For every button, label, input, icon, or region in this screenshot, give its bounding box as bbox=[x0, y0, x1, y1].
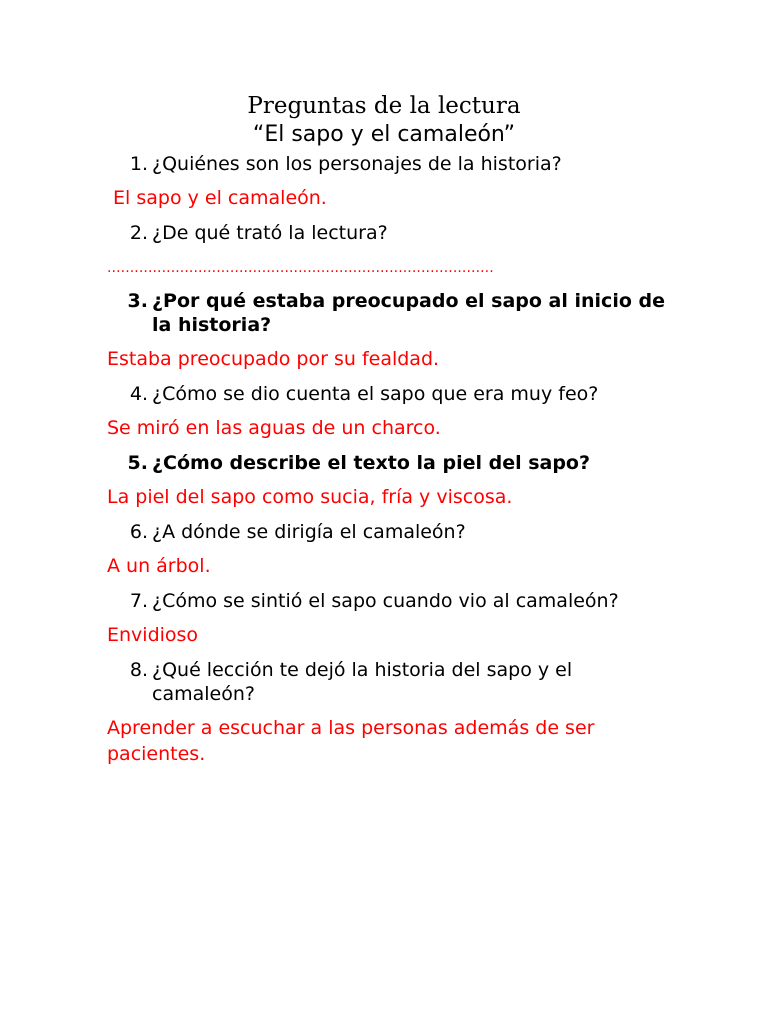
question-number: 6. bbox=[129, 521, 148, 543]
question-text: ¿Qué lección te dejó la historia del sapo y el camaleón? bbox=[152, 659, 573, 705]
page-title: Preguntas de la lectura bbox=[247, 93, 521, 119]
question-item bbox=[127, 289, 682, 337]
answer-text: La piel del sapo como sucia, fría y viscosa. bbox=[107, 486, 513, 508]
question-text: ¿Cómo se sintió el sapo cuando vio al camaleón? bbox=[152, 590, 619, 612]
answer-text: Se miró en las aguas de un charco. bbox=[107, 417, 441, 439]
answer-text: El sapo y el camaleón. bbox=[107, 187, 327, 209]
question-item bbox=[129, 382, 682, 406]
question-number: 1. bbox=[129, 153, 148, 175]
answer-text: Aprender a escuchar a las personas además de ser pacientes. bbox=[107, 717, 595, 765]
question-text: ¿De qué trató la lectura? bbox=[152, 222, 388, 244]
question-number: 4. bbox=[129, 383, 148, 405]
question-item bbox=[129, 520, 682, 544]
question-item bbox=[127, 451, 682, 475]
question-item bbox=[129, 221, 682, 245]
answer-dotted-line: ..................................................................................... bbox=[107, 260, 494, 276]
question-text: ¿Por qué estaba preocupado el sapo al inicio de la historia? bbox=[152, 290, 665, 336]
question-item bbox=[129, 658, 622, 706]
question-number: 5. bbox=[127, 452, 148, 474]
question-number: 3. bbox=[127, 290, 148, 312]
question-text: ¿Cómo describe el texto la piel del sapo? bbox=[152, 452, 591, 474]
answer-text: A un árbol. bbox=[107, 555, 211, 577]
question-number: 7. bbox=[129, 590, 148, 612]
question-item bbox=[129, 589, 682, 613]
question-number: 2. bbox=[129, 222, 148, 244]
question-number: 8. bbox=[129, 659, 148, 681]
answer-text: Envidioso bbox=[107, 624, 199, 646]
question-text: ¿A dónde se dirigía el camaleón? bbox=[152, 521, 466, 543]
page-subtitle: “El sapo y el camaleón” bbox=[252, 122, 516, 147]
answer-text: Estaba preocupado por su fealdad. bbox=[107, 348, 440, 370]
question-item bbox=[129, 152, 682, 176]
question-text: ¿Quiénes son los personajes de la historia? bbox=[152, 153, 562, 175]
question-text: ¿Cómo se dio cuenta el sapo que era muy feo? bbox=[152, 383, 599, 405]
